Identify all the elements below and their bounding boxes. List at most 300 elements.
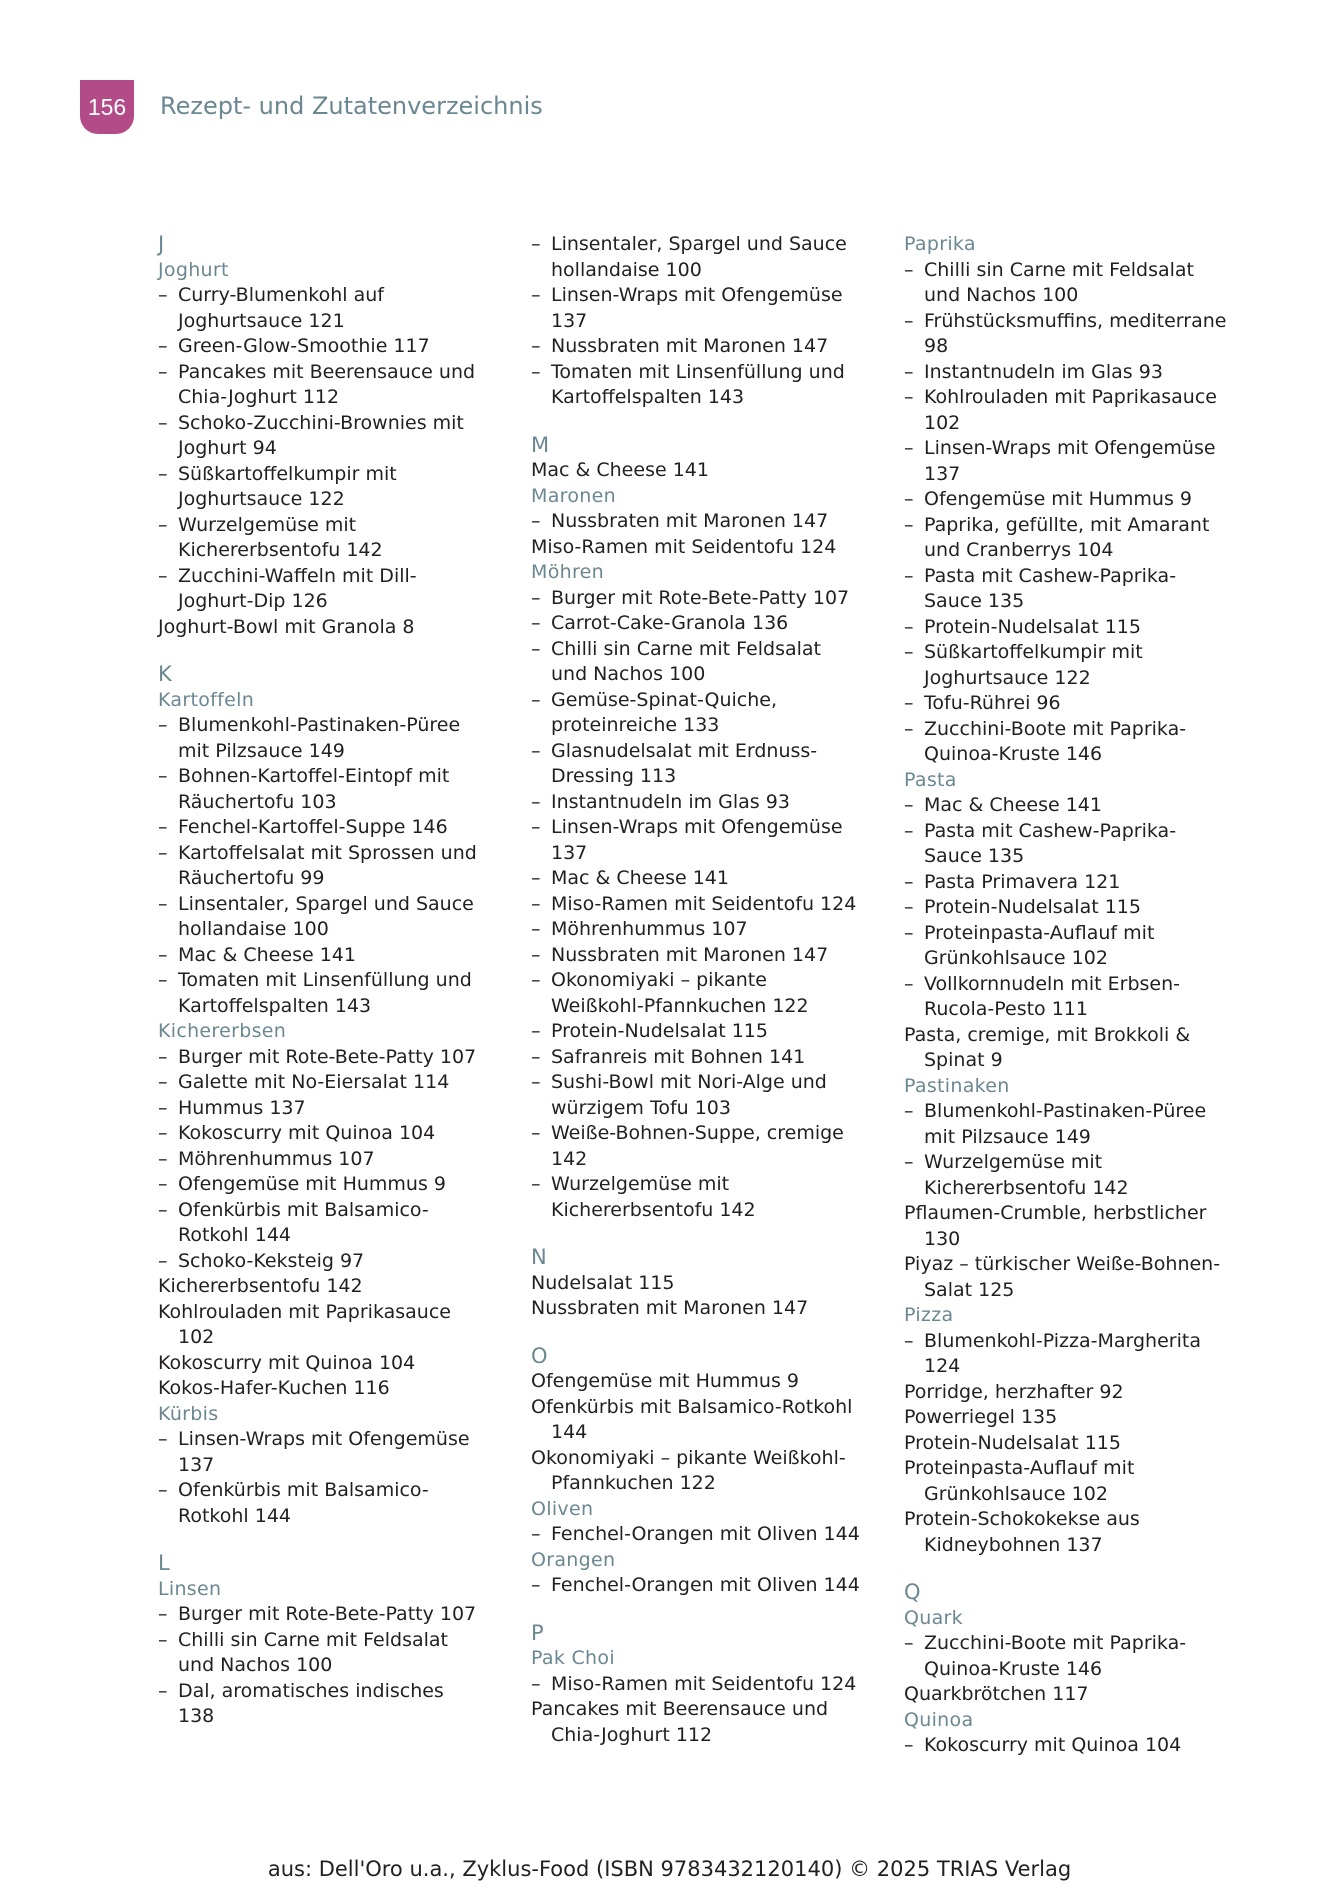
index-subentry-continuation: Quinoa-Kruste 146 bbox=[924, 1657, 1103, 1680]
dash-marker: – bbox=[158, 1679, 168, 1702]
index-letter-heading: P bbox=[531, 1620, 544, 1645]
index-category: Paprika bbox=[904, 233, 976, 255]
index-subentry-continuation: und Cranberrys 104 bbox=[924, 539, 1114, 561]
dash-marker: – bbox=[531, 867, 541, 889]
index-subentry-continuation: Quinoa-Kruste 146 bbox=[924, 743, 1103, 765]
index-subentry bbox=[904, 895, 1249, 921]
index-subentry bbox=[531, 1121, 876, 1147]
index-entry: Pflaumen-Crumble, herbstlicher bbox=[904, 1202, 1207, 1224]
index-entry: Nudelsalat 115 bbox=[531, 1271, 675, 1294]
index-subentry-continuation: Joghurt-Dip 126 bbox=[178, 590, 328, 612]
index-subentry bbox=[531, 917, 876, 943]
subentry-text: Fenchel-Kartoffel-Suppe 146 bbox=[178, 816, 448, 838]
subentry-text: Glasnudelsalat mit Erdnuss- bbox=[551, 739, 818, 762]
index-subentry bbox=[904, 615, 1249, 641]
index-entry: Miso-Ramen mit Seidentofu 124 bbox=[531, 535, 837, 558]
dash-marker: – bbox=[158, 564, 168, 587]
dash-marker: – bbox=[904, 896, 914, 918]
index-subentry bbox=[531, 283, 876, 309]
dash-marker: – bbox=[531, 510, 541, 532]
dash-marker: – bbox=[158, 1122, 168, 1144]
index-entry: Porridge, herzhafter 92 bbox=[904, 1380, 1124, 1403]
index-entry: Powerriegel 135 bbox=[904, 1406, 1058, 1428]
dash-marker: – bbox=[904, 386, 914, 408]
index-subentry bbox=[904, 972, 1249, 998]
subentry-text: Kartoffelsalat mit Sprossen und bbox=[178, 841, 477, 864]
dash-marker: – bbox=[158, 1479, 168, 1501]
subentry-text: Schoko-Keksteig 97 bbox=[178, 1249, 365, 1272]
index-subentry-continuation: Kartoffelspalten 143 bbox=[551, 386, 745, 408]
index-entry: Kohlrouladen mit Paprikasauce bbox=[158, 1300, 451, 1323]
index-subentry bbox=[531, 334, 876, 360]
index-subentry-continuation: Rotkohl 144 bbox=[178, 1504, 291, 1527]
dash-marker: – bbox=[904, 921, 914, 944]
index-subentry bbox=[904, 691, 1249, 717]
dash-marker: – bbox=[158, 1147, 168, 1170]
dash-marker: – bbox=[531, 335, 541, 357]
index-subentry bbox=[531, 509, 876, 535]
dash-marker: – bbox=[904, 819, 914, 842]
dash-marker: – bbox=[531, 969, 541, 991]
index-subentry bbox=[904, 717, 1249, 743]
index-subentry bbox=[158, 1478, 503, 1504]
subentry-text: Zucchini-Waffeln mit Dill- bbox=[178, 564, 417, 587]
subentry-text: Miso-Ramen mit Seidentofu 124 bbox=[551, 892, 857, 915]
subentry-text: Weiße-Bohnen-Suppe, cremige bbox=[551, 1122, 844, 1144]
dash-marker: – bbox=[158, 411, 168, 434]
subentry-text: Galette mit No-Eiersalat 114 bbox=[178, 1071, 450, 1093]
index-subentry-continuation: und Nachos 100 bbox=[178, 1654, 333, 1676]
subentry-text: Protein-Nudelsalat 115 bbox=[924, 896, 1141, 918]
dash-marker: – bbox=[158, 1173, 168, 1195]
subentry-text: Pancakes mit Beerensauce und bbox=[178, 360, 476, 383]
index-subentry bbox=[158, 1147, 503, 1173]
subentry-text: Bohnen-Kartoffel-Eintopf mit bbox=[178, 765, 450, 787]
dash-marker: – bbox=[904, 794, 914, 816]
index-subentry-continuation: würzigem Tofu 103 bbox=[551, 1096, 731, 1119]
index-subentry bbox=[158, 1628, 503, 1654]
section-gap bbox=[158, 1529, 503, 1551]
subentry-text: Carrot-Cake-Granola 136 bbox=[551, 612, 789, 634]
subentry-text: Kokoscurry mit Quinoa 104 bbox=[924, 1734, 1182, 1756]
index-category: Kartoffeln bbox=[158, 688, 255, 711]
subentry-text: Frühstücksmuffins, mediterrane bbox=[924, 309, 1227, 332]
index-subentry bbox=[904, 436, 1249, 462]
subentry-text: Sushi-Bowl mit Nori-Alge und bbox=[551, 1071, 827, 1093]
footer-citation: aus: Dell'Oro u.a., Zyklus-Food (ISBN 9783432120140) © 2025 TRIAS Verlag bbox=[267, 1857, 1072, 1881]
index-subentry-continuation: Joghurtsauce 121 bbox=[178, 309, 345, 332]
index-entry-continuation: Salat 125 bbox=[924, 1278, 1015, 1301]
subentry-text: Blumenkohl-Pastinaken-Püree bbox=[178, 714, 461, 736]
index-subentry bbox=[904, 360, 1249, 386]
dash-marker: – bbox=[904, 1632, 914, 1654]
subentry-text: Linsen-Wraps mit Ofengemüse bbox=[178, 1428, 470, 1450]
dash-marker: – bbox=[158, 969, 168, 991]
index-subentry bbox=[158, 1602, 503, 1628]
index-subentry bbox=[158, 1427, 503, 1453]
section-gap bbox=[531, 1322, 876, 1344]
index-subentry bbox=[531, 232, 876, 258]
dash-marker: – bbox=[531, 1071, 541, 1093]
dash-marker: – bbox=[904, 692, 914, 714]
dash-marker: – bbox=[904, 615, 914, 638]
subentry-text: Möhrenhummus 107 bbox=[178, 1147, 375, 1170]
index-entry: Kokos-Hafer-Kuchen 116 bbox=[158, 1377, 390, 1399]
subentry-text: Fenchel-Orangen mit Oliven 144 bbox=[551, 1523, 860, 1545]
index-entry: Proteinpasta-Auflauf mit bbox=[904, 1457, 1135, 1479]
subentry-text: Burger mit Rote-Bete-Patty 107 bbox=[178, 1045, 477, 1068]
index-subentry bbox=[531, 1522, 876, 1548]
index-subentry-continuation: Rotkohl 144 bbox=[178, 1224, 291, 1246]
dash-marker: – bbox=[531, 943, 541, 966]
index-subentry bbox=[158, 1045, 503, 1071]
index-entry: Nussbraten mit Maronen 147 bbox=[531, 1297, 809, 1319]
subentry-text: Vollkornnudeln mit Erbsen- bbox=[924, 972, 1181, 995]
index-subentry bbox=[904, 309, 1249, 335]
index-column-2 bbox=[531, 232, 876, 1748]
subentry-text: Curry-Blumenkohl auf bbox=[178, 284, 384, 306]
index-subentry bbox=[158, 283, 503, 309]
dash-marker: – bbox=[158, 841, 168, 864]
index-subentry bbox=[904, 793, 1249, 819]
dash-marker: – bbox=[904, 1734, 914, 1756]
subentry-text: Möhrenhummus 107 bbox=[551, 918, 748, 940]
index-subentry bbox=[158, 462, 503, 488]
index-subentry-continuation: Joghurtsauce 122 bbox=[178, 488, 345, 510]
subentry-text: Linsen-Wraps mit Ofengemüse bbox=[924, 437, 1216, 459]
dash-marker: – bbox=[158, 1045, 168, 1068]
section-gap bbox=[531, 1599, 876, 1621]
index-category: Kürbis bbox=[158, 1402, 219, 1425]
index-subentry-continuation: mit Pilzsauce 149 bbox=[924, 1125, 1091, 1148]
index-entry: Pancakes mit Beerensauce und bbox=[531, 1698, 829, 1720]
dash-marker: – bbox=[158, 816, 168, 838]
index-subentry-continuation: Kichererbsentofu 142 bbox=[551, 1198, 756, 1221]
index-subentry bbox=[158, 968, 503, 994]
index-subentry-continuation: Kartoffelspalten 143 bbox=[178, 994, 372, 1017]
index-entry-continuation: Kidneybohnen 137 bbox=[924, 1533, 1103, 1556]
index-subentry-continuation: hollandaise 100 bbox=[551, 258, 702, 281]
index-subentry bbox=[531, 968, 876, 994]
index-subentry bbox=[531, 637, 876, 663]
subentry-text: Zucchini-Boote mit Paprika- bbox=[924, 717, 1187, 740]
dash-marker: – bbox=[904, 360, 914, 383]
index-entry: Piyaz – türkischer Weiße-Bohnen- bbox=[904, 1253, 1221, 1275]
dash-marker: – bbox=[158, 1628, 168, 1651]
index-subentry bbox=[158, 564, 503, 590]
subentry-text: Kokoscurry mit Quinoa 104 bbox=[178, 1122, 436, 1144]
subentry-text: Mac & Cheese 141 bbox=[551, 867, 729, 889]
subentry-text: Chilli sin Carne mit Feldsalat bbox=[551, 637, 821, 660]
dash-marker: – bbox=[904, 641, 914, 663]
index-subentry-continuation: mit Pilzsauce 149 bbox=[178, 739, 345, 762]
index-subentry-continuation: Joghurt 94 bbox=[178, 437, 277, 459]
subentry-text: Kohlrouladen mit Paprikasauce bbox=[924, 386, 1217, 408]
index-subentry-continuation: 142 bbox=[551, 1147, 588, 1170]
dash-marker: – bbox=[531, 816, 541, 838]
index-subentry bbox=[904, 564, 1249, 590]
index-subentry-continuation: Räuchertofu 103 bbox=[178, 790, 337, 813]
dash-marker: – bbox=[531, 360, 541, 383]
index-category: Joghurt bbox=[158, 258, 229, 281]
index-column-1 bbox=[158, 232, 503, 1730]
subentry-text: Burger mit Rote-Bete-Patty 107 bbox=[178, 1603, 477, 1625]
index-subentry-continuation: proteinreiche 133 bbox=[551, 714, 720, 736]
subentry-text: Linsentaler, Spargel und Sauce bbox=[178, 892, 474, 915]
index-subentry-continuation: 124 bbox=[924, 1355, 961, 1377]
index-entry: Pasta, cremige, mit Brokkoli & bbox=[904, 1023, 1191, 1046]
index-category: Orangen bbox=[531, 1548, 616, 1571]
subentry-text: Gemüse-Spinat-Quiche, bbox=[551, 688, 777, 711]
index-subentry bbox=[904, 1150, 1249, 1176]
index-letter-heading: N bbox=[531, 1245, 547, 1269]
dash-marker: – bbox=[158, 335, 168, 357]
subentry-text: Protein-Nudelsalat 115 bbox=[924, 615, 1141, 638]
dash-marker: – bbox=[531, 612, 541, 634]
index-category: Oliven bbox=[531, 1497, 594, 1520]
index-subentry bbox=[531, 1573, 876, 1599]
dash-marker: – bbox=[531, 637, 541, 660]
index-subentry bbox=[158, 764, 503, 790]
subentry-text: Zucchini-Boote mit Paprika- bbox=[924, 1632, 1187, 1654]
dash-marker: – bbox=[158, 462, 168, 485]
index-subentry bbox=[158, 713, 503, 739]
index-subentry bbox=[904, 870, 1249, 896]
index-category: Quinoa bbox=[904, 1708, 974, 1731]
subentry-text: Green-Glow-Smoothie 117 bbox=[178, 335, 430, 357]
index-entry-continuation: 144 bbox=[551, 1421, 588, 1443]
section-gap bbox=[904, 1558, 1249, 1580]
dash-marker: – bbox=[531, 233, 541, 255]
index-subentry-continuation: Sauce 135 bbox=[924, 590, 1025, 612]
index-subentry-continuation: Joghurtsauce 122 bbox=[924, 666, 1091, 689]
subentry-text: Mac & Cheese 141 bbox=[924, 794, 1102, 816]
page-number-badge bbox=[80, 80, 134, 134]
index-subentry bbox=[158, 513, 503, 539]
index-category: Pizza bbox=[904, 1304, 954, 1326]
dash-marker: – bbox=[904, 309, 914, 332]
index-entry-continuation: Pfannkuchen 122 bbox=[551, 1472, 716, 1494]
index-subentry bbox=[158, 360, 503, 386]
dash-marker: – bbox=[531, 892, 541, 915]
dash-marker: – bbox=[531, 1523, 541, 1545]
subentry-text: Hummus 137 bbox=[178, 1096, 306, 1119]
index-subentry bbox=[904, 487, 1249, 513]
index-subentry bbox=[531, 943, 876, 969]
dash-marker: – bbox=[158, 360, 168, 383]
index-entry: Mac & Cheese 141 bbox=[531, 459, 709, 481]
dash-marker: – bbox=[531, 1045, 541, 1068]
index-entry: Kichererbsentofu 142 bbox=[158, 1275, 363, 1297]
index-subentry-continuation: 137 bbox=[924, 462, 961, 485]
index-entry-continuation: 102 bbox=[178, 1326, 215, 1348]
index-category: Pasta bbox=[904, 768, 957, 791]
dash-marker: – bbox=[904, 1329, 914, 1352]
section-gap bbox=[158, 640, 503, 662]
index-letter-heading: J bbox=[158, 232, 165, 256]
index-subentry bbox=[158, 841, 503, 867]
dash-marker: – bbox=[904, 437, 914, 459]
subentry-text: Pasta Primavera 121 bbox=[924, 870, 1121, 893]
subentry-text: Blumenkohl-Pastinaken-Püree bbox=[924, 1100, 1207, 1122]
section-gap bbox=[531, 411, 876, 433]
subentry-text: Linsen-Wraps mit Ofengemüse bbox=[551, 284, 843, 306]
subentry-text: Wurzelgemüse mit bbox=[178, 513, 357, 536]
subentry-text: Ofengemüse mit Hummus 9 bbox=[924, 488, 1192, 510]
subentry-text: Blumenkohl-Pizza-Margherita bbox=[924, 1329, 1201, 1352]
index-entry: Joghurt-Bowl mit Granola 8 bbox=[158, 615, 415, 638]
dash-marker: – bbox=[158, 892, 168, 915]
subentry-text: Miso-Ramen mit Seidentofu 124 bbox=[551, 1672, 857, 1695]
index-column-3 bbox=[904, 232, 1249, 1759]
index-subentry bbox=[158, 815, 503, 841]
subentry-text: Burger mit Rote-Bete-Patty 107 bbox=[551, 586, 850, 609]
subentry-text: Dal, aromatisches indisches bbox=[178, 1679, 444, 1702]
index-subentry-continuation: Weißkohl-Pfannkuchen 122 bbox=[551, 994, 809, 1017]
subentry-text: Okonomiyaki – pikante bbox=[551, 969, 767, 991]
subentry-text: Chilli sin Carne mit Feldsalat bbox=[178, 1628, 448, 1651]
index-subentry-continuation: Rucola-Pesto 111 bbox=[924, 998, 1088, 1020]
index-subentry bbox=[531, 866, 876, 892]
subentry-text: Schoko-Zucchini-Brownies mit bbox=[178, 411, 464, 434]
index-subentry-continuation: 137 bbox=[551, 841, 588, 864]
index-subentry bbox=[158, 1121, 503, 1147]
index-subentry bbox=[531, 790, 876, 816]
index-subentry bbox=[904, 258, 1249, 284]
dash-marker: – bbox=[531, 688, 541, 711]
index-subentry bbox=[904, 513, 1249, 539]
index-subentry-continuation: Räuchertofu 99 bbox=[178, 867, 325, 889]
dash-marker: – bbox=[158, 1071, 168, 1093]
dash-marker: – bbox=[158, 1249, 168, 1272]
index-subentry bbox=[531, 688, 876, 714]
dash-marker: – bbox=[531, 1173, 541, 1195]
index-subentry bbox=[158, 1070, 503, 1096]
section-gap bbox=[531, 1223, 876, 1245]
dash-marker: – bbox=[531, 1574, 541, 1596]
index-category: Linsen bbox=[158, 1577, 222, 1600]
subentry-text: Chilli sin Carne mit Feldsalat bbox=[924, 258, 1194, 281]
index-subentry bbox=[904, 921, 1249, 947]
index-subentry bbox=[531, 360, 876, 386]
index-subentry bbox=[531, 1019, 876, 1045]
dash-marker: – bbox=[904, 1100, 914, 1122]
index-subentry bbox=[158, 1198, 503, 1224]
dash-marker: – bbox=[158, 1603, 168, 1625]
subentry-text: Nussbraten mit Maronen 147 bbox=[551, 943, 829, 966]
dash-marker: – bbox=[531, 284, 541, 306]
index-entry-continuation: Chia-Joghurt 112 bbox=[551, 1723, 713, 1746]
index-subentry bbox=[531, 1045, 876, 1071]
index-subentry bbox=[531, 815, 876, 841]
index-entry: Okonomiyaki – pikante Weißkohl- bbox=[531, 1446, 846, 1469]
dash-marker: – bbox=[904, 870, 914, 893]
index-entry: Quarkbrötchen 117 bbox=[904, 1683, 1089, 1705]
subentry-text: Pasta mit Cashew-Paprika- bbox=[924, 819, 1177, 842]
index-entry: Protein-Nudelsalat 115 bbox=[904, 1431, 1121, 1454]
page-title: Rezept- und Zutatenverzeichnis bbox=[160, 92, 543, 120]
dash-marker: – bbox=[531, 739, 541, 762]
index-letter-heading: K bbox=[158, 662, 172, 686]
index-subentry bbox=[531, 1672, 876, 1698]
subentry-text: Paprika, gefüllte, mit Amarant bbox=[924, 513, 1210, 536]
subentry-text: Ofengemüse mit Hummus 9 bbox=[178, 1173, 446, 1195]
subentry-text: Wurzelgemüse mit bbox=[551, 1173, 730, 1195]
index-subentry-continuation: Sauce 135 bbox=[924, 845, 1025, 867]
index-subentry bbox=[158, 334, 503, 360]
index-subentry bbox=[904, 1329, 1249, 1355]
dash-marker: – bbox=[904, 1151, 914, 1173]
dash-marker: – bbox=[904, 717, 914, 740]
subentry-text: Pasta mit Cashew-Paprika- bbox=[924, 564, 1177, 587]
subentry-text: Fenchel-Orangen mit Oliven 144 bbox=[551, 1574, 860, 1596]
index-entry: Ofenkürbis mit Balsamico-Rotkohl bbox=[531, 1395, 853, 1418]
subentry-text: Instantnudeln im Glas 93 bbox=[924, 360, 1163, 383]
dash-marker: – bbox=[904, 564, 914, 587]
subentry-text: Ofenkürbis mit Balsamico- bbox=[178, 1198, 429, 1221]
index-subentry-continuation: Kichererbsentofu 142 bbox=[924, 1176, 1129, 1199]
dash-marker: – bbox=[904, 972, 914, 995]
subentry-text: Instantnudeln im Glas 93 bbox=[551, 790, 790, 813]
index-subentry bbox=[531, 586, 876, 612]
index-subentry bbox=[904, 1733, 1249, 1759]
subentry-text: Safranreis mit Bohnen 141 bbox=[551, 1045, 806, 1068]
index-category: Pastinaken bbox=[904, 1074, 1010, 1097]
index-subentry bbox=[158, 1172, 503, 1198]
index-subentry bbox=[531, 1070, 876, 1096]
dash-marker: – bbox=[531, 1122, 541, 1144]
dash-marker: – bbox=[158, 714, 168, 736]
index-subentry bbox=[158, 892, 503, 918]
dash-marker: – bbox=[158, 1096, 168, 1119]
index-subentry-continuation: 137 bbox=[178, 1453, 215, 1476]
index-entry: Protein-Schokokekse aus bbox=[904, 1508, 1140, 1530]
index-subentry-continuation: und Nachos 100 bbox=[551, 663, 706, 685]
index-subentry bbox=[904, 819, 1249, 845]
index-subentry-continuation: hollandaise 100 bbox=[178, 918, 329, 940]
subentry-text: Tomaten mit Linsenfüllung und bbox=[551, 360, 845, 383]
dash-marker: – bbox=[904, 513, 914, 536]
subentry-text: Nussbraten mit Maronen 147 bbox=[551, 335, 829, 357]
index-subentry bbox=[904, 640, 1249, 666]
index-subentry bbox=[904, 1631, 1249, 1657]
index-subentry-continuation: Chia-Joghurt 112 bbox=[178, 386, 340, 408]
index-subentry-continuation: 102 bbox=[924, 411, 961, 434]
dash-marker: – bbox=[904, 258, 914, 281]
dash-marker: – bbox=[158, 1428, 168, 1450]
index-category: Maronen bbox=[531, 484, 616, 507]
index-subentry bbox=[531, 892, 876, 918]
index-letter-heading: O bbox=[531, 1343, 548, 1368]
dash-marker: – bbox=[531, 1020, 541, 1042]
subentry-text: Linsentaler, Spargel und Sauce bbox=[551, 233, 847, 255]
index-subentry bbox=[531, 1172, 876, 1198]
subentry-text: Protein-Nudelsalat 115 bbox=[551, 1020, 768, 1042]
page-number: 156 bbox=[87, 93, 127, 120]
index-subentry bbox=[904, 385, 1249, 411]
dash-marker: – bbox=[158, 765, 168, 787]
subentry-text: Tomaten mit Linsenfüllung und bbox=[178, 969, 472, 991]
dash-marker: – bbox=[904, 488, 914, 510]
index-subentry bbox=[531, 611, 876, 637]
index-subentry bbox=[158, 943, 503, 969]
subentry-text: Linsen-Wraps mit Ofengemüse bbox=[551, 816, 843, 838]
dash-marker: – bbox=[531, 586, 541, 609]
index-subentry-continuation: und Nachos 100 bbox=[924, 284, 1079, 306]
index-subentry-continuation: 138 bbox=[178, 1705, 215, 1727]
index-subentry bbox=[531, 739, 876, 765]
index-entry-continuation: Grünkohlsauce 102 bbox=[924, 1482, 1108, 1505]
